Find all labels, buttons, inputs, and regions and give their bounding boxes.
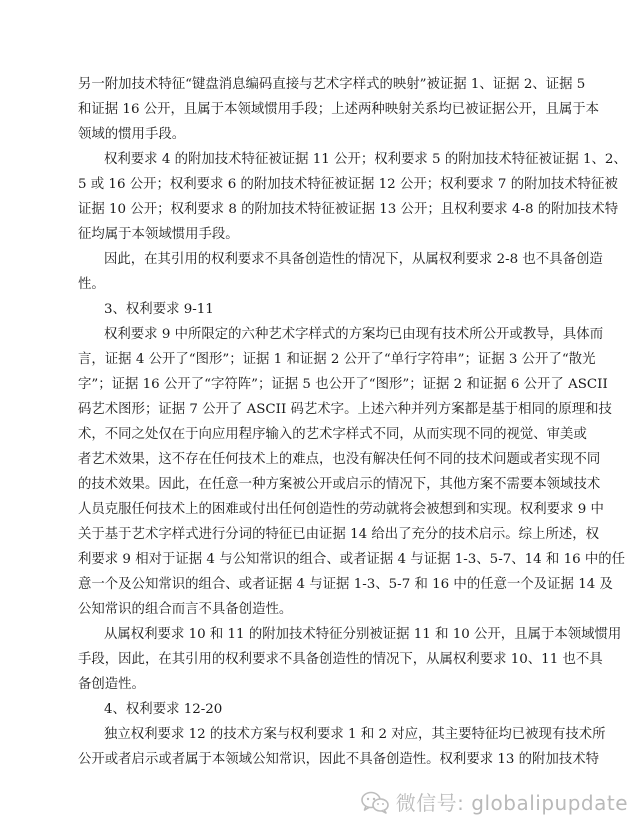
text-line: 领域的惯用手段。 bbox=[78, 127, 186, 142]
text-line: 意一个及公知常识的组合、或者证据 4 与证据 1-3、5-7 和 16 中的任意一个及证据 14 及 bbox=[78, 577, 613, 592]
text-line: 性。 bbox=[78, 277, 105, 292]
watermark bbox=[360, 787, 628, 816]
section-heading: 4、权利要求 12-20 bbox=[104, 702, 223, 717]
text-line: 5 或 16 公开；权利要求 6 的附加技术特征被证据 12 公开；权利要求 7 的附加技术特征被 bbox=[78, 177, 618, 192]
wechat-icon bbox=[360, 790, 390, 814]
text-line: 和证据 16 公开，且属于本领域惯用手段；上述两种映射关系均已被证据公开，且属于本 bbox=[78, 102, 600, 117]
text-line: 字”；证据 16 公开了“字符阵”；证据 5 也公开了“图形”；证据 2 和证据 6 公开了 ASCII bbox=[78, 377, 608, 392]
text-line: 码艺术图形；证据 7 公开了 ASCII 码艺术字。上述六种并列方案都是基于相同的原理和技 bbox=[78, 402, 612, 417]
text-line: 证据 10 公开；权利要求 8 的附加技术特征被证据 13 公开；且权利要求 4-8 的附加技术特 bbox=[78, 202, 619, 217]
text-line: 备创造性。 bbox=[78, 677, 145, 692]
text-line: 因此，在其引用的权利要求不具备创造性的情况下，从属权利要求 2-8 也不具备创造 bbox=[104, 252, 603, 267]
text-line: 公知常识的组合而言不具备创造性。 bbox=[78, 602, 293, 617]
text-line: 关于基于艺术字样式进行分词的特征已由证据 14 给出了充分的技术启示。综上所述，权 bbox=[78, 527, 600, 542]
text-line: 公开或者启示或者属于本领域公知常识，因此不具备创造性。权利要求 13 的附加技术特 bbox=[78, 752, 600, 767]
text-line: 利要求 9 相对于证据 4 与公知常识的组合、或者证据 4 与证据 1-3、5-7、14 和 16 中的任 bbox=[78, 552, 626, 567]
section-heading: 3、权利要求 9-11 bbox=[104, 302, 214, 317]
watermark-text: 微信号: globalipupdate bbox=[395, 791, 628, 815]
text-line: 术，不同之处仅在于向应用程序输入的艺术字样式不同，从而实现不同的视觉、审美或 bbox=[78, 427, 587, 442]
text-line: 征均属于本领域惯用手段。 bbox=[78, 227, 239, 242]
text-line: 从属权利要求 10 和 11 的附加技术特征分别被证据 11 和 10 公开，且属于本领域惯用 bbox=[104, 627, 622, 642]
text-line: 言，证据 4 公开了“图形”；证据 1 和证据 2 公开了“单行字符串”；证据 3 公开了“散光 bbox=[78, 352, 596, 367]
text-line: 者艺术效果，这不存在任何技术上的难点，也没有解决任何不同的技术问题或者实现不同 bbox=[78, 452, 601, 467]
text-line: 的技术效果。因此，在任意一种方案被公开或启示的情况下，其他方案不需要本领域技术 bbox=[78, 477, 601, 492]
text-line: 手段，因此，在其引用的权利要求不具备创造性的情况下，从属权利要求 10、11 也不具 bbox=[78, 652, 603, 667]
text-line: 另一附加技术特征“键盘消息编码直接与艺术字样式的映射”被证据 1、证据 2、证据 5 bbox=[78, 77, 586, 92]
text-line: 权利要求 4 的附加技术特征被证据 11 公开；权利要求 5 的附加技术特征被证据 1、2、 bbox=[104, 152, 627, 167]
text-line: 权利要求 9 中所限定的六种艺术字样式的方案均已由现有技术所公开或教导，具体而 bbox=[104, 327, 604, 342]
text-line: 独立权利要求 12 的技术方案与权利要求 1 和 2 对应，其主要特征均已被现有技术所 bbox=[104, 727, 606, 742]
text-line: 人员克服任何技术上的困难或付出任何创造性的劳动就将会被想到和实现。权利要求 9 中 bbox=[78, 502, 604, 517]
